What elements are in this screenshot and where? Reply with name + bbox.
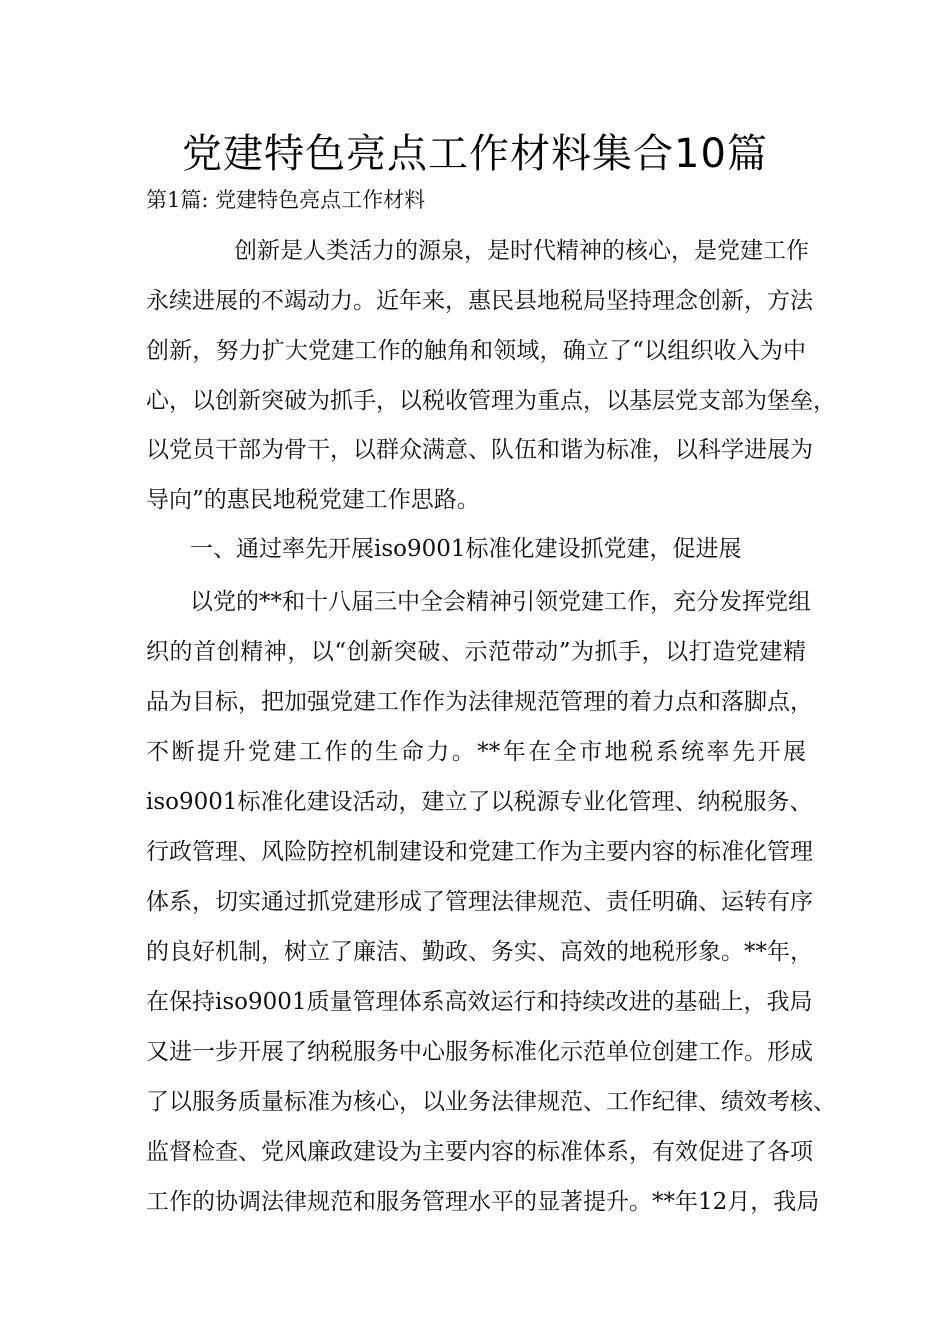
paragraph-line: 不断提升党建工作的生命力。**年在全市地税系统率先开展 <box>146 739 806 765</box>
paragraph-line: 创新，努力扩大党建工作的触角和领域，确立了“以组织收入为中 <box>146 338 806 364</box>
paragraph-line: 永续进展的不竭动力。近年来，惠民县地税局坚持理念创新，方法 <box>146 288 813 314</box>
paragraph-line: 又进一步开展了纳税服务中心服务标准化示范单位创建工作。形成 <box>146 1039 813 1065</box>
paragraph-line: 监督检查、党风廉政建设为主要内容的标准体系，有效促进了各项 <box>146 1139 813 1165</box>
paragraph-line: 了以服务质量标准为核心，以业务法律规范、工作纪律、绩效考核、 <box>146 1089 836 1115</box>
paragraph-line: 心，以创新突破为抓手，以税收管理为重点，以基层党支部为堡垒， <box>146 388 836 414</box>
paragraph-line: 在保持iso9001质量管理体系高效运行和持续改进的基础上，我局 <box>146 989 813 1015</box>
paragraph-line: 以党员干部为骨干，以群众满意、队伍和谐为标准，以科学进展为 <box>146 437 813 463</box>
paragraph-line: iso9001标准化建设活动，建立了以税源专业化管理、纳税服务、 <box>146 789 813 815</box>
paragraph-line: 织的首创精神，以“创新突破、示范带动”为抓手，以打造党建精 <box>146 639 806 665</box>
paragraph-line: 工作的协调法律规范和服务管理水平的显著提升。**年12月，我局 <box>146 1189 820 1215</box>
paragraph-line: 的良好机制，树立了廉洁、勤政、务实、高效的地税形象。**年， <box>146 939 813 965</box>
paragraph-line: 创新是人类活力的源泉，是时代精神的核心，是党建工作 <box>234 238 809 264</box>
document-title: 党建特色亮点工作材料集合10篇 <box>182 131 768 177</box>
paragraph-line: 体系，切实通过抓党建形成了管理法律规范、责任明确、运转有序 <box>146 889 813 915</box>
paragraph-line: 以党的**和十八届三中全会精神引领党建工作，充分发挥党组 <box>190 589 811 615</box>
section-heading: 一、通过率先开展iso9001标准化建设抓党建，促进展 <box>190 536 742 562</box>
paragraph-line: 行政管理、风险防控机制建设和党建工作为主要内容的标准化管理 <box>146 839 813 865</box>
paragraph-line: 导向”的惠民地税党建工作思路。 <box>146 487 480 513</box>
document-subtitle: 第1篇: 党建特色亮点工作材料 <box>146 188 426 212</box>
paragraph-line: 品为目标，把加强党建工作作为法律规范管理的着力点和落脚点， <box>146 689 813 715</box>
